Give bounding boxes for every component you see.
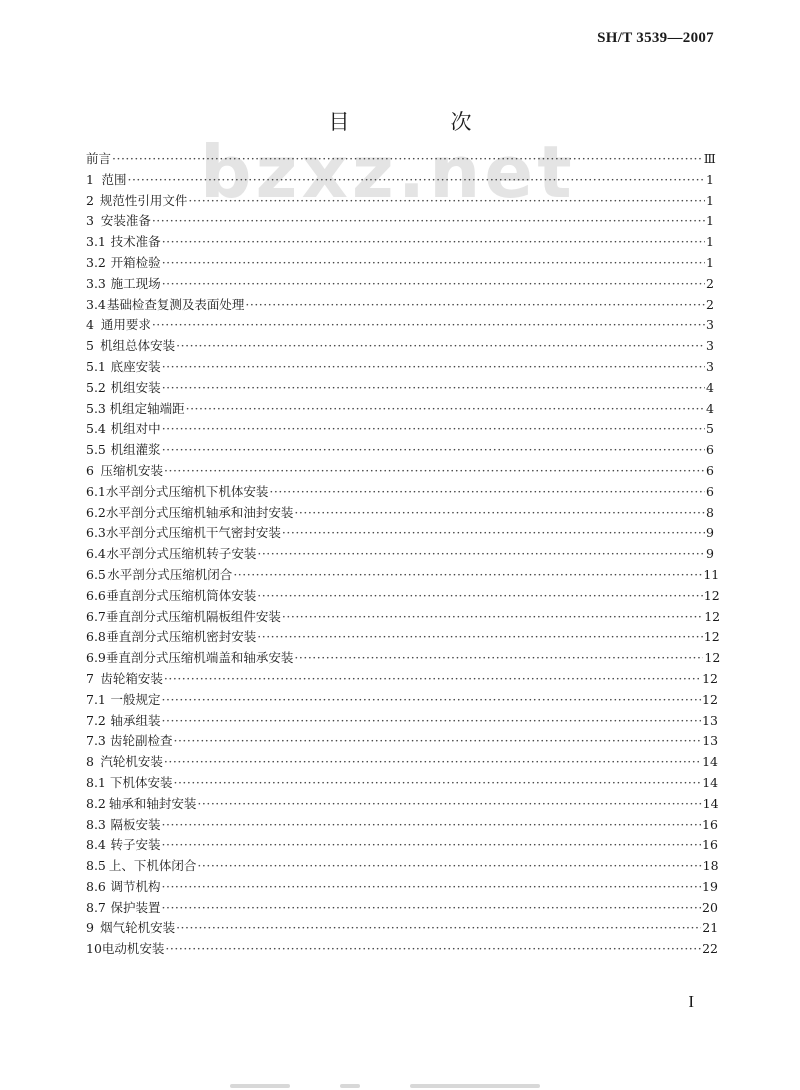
toc-entry-title: 压缩机安装 — [100, 462, 163, 478]
toc-entry — [86, 336, 712, 357]
toc-entry-number: 8.4 — [86, 837, 106, 853]
toc-entry-number: 6.1 — [86, 483, 106, 499]
toc-entry-number: 7.3 — [86, 733, 106, 749]
toc-entry-title: 机组总体安装 — [100, 338, 176, 354]
toc-entry-page: 12 — [704, 650, 721, 666]
toc-entry-title: 安装准备 — [100, 213, 151, 229]
toc-entry — [86, 607, 721, 628]
toc-dot-leader — [269, 482, 705, 503]
toc-entry-title: 水平剖分式压缩机下机体安装 — [105, 483, 269, 499]
toc-entry-page: 6 — [706, 442, 714, 458]
toc-entry-page: 4 — [706, 379, 714, 395]
toc-entry-number: 8.3 — [86, 816, 106, 832]
toc-entry-page: 6 — [706, 483, 714, 499]
toc-entry-page: 13 — [702, 712, 718, 728]
toc-entry-number: 6.5 — [86, 566, 106, 582]
toc-entry-page: 4 — [706, 400, 714, 416]
toc-entry-title: 范围 — [101, 171, 127, 187]
toc-entry-page: 20 — [702, 899, 718, 915]
toc-entry-number: 6.7 — [86, 608, 106, 624]
toc-dot-leader — [112, 149, 703, 170]
toc-entry-page: 12 — [703, 629, 720, 645]
toc-entry-title: 垂直剖分式压缩机筒体安装 — [106, 587, 257, 603]
toc-entry-number: 5.2 — [86, 379, 106, 395]
toc-dot-leader — [282, 523, 705, 544]
toc-entry — [86, 752, 718, 773]
toc-entry-title: 烟气轮机安装 — [100, 920, 176, 936]
toc-entry-title: 齿轮箱安装 — [100, 670, 163, 686]
toc-dot-leader — [162, 815, 702, 836]
toc-entry — [86, 191, 712, 212]
toc-entry-title: 水平剖分式压缩机转子安装 — [106, 546, 257, 562]
toc-entry — [86, 232, 712, 253]
toc-entry-number: 6.9 — [86, 650, 106, 666]
toc-entry — [86, 295, 712, 316]
toc-entry — [86, 731, 719, 752]
toc-entry-number: 10 — [86, 941, 102, 957]
toc-entry-title: 开箱检验 — [110, 254, 161, 270]
toc-entry-number: 5.5 — [86, 442, 106, 458]
toc-entry-number: 1 — [86, 171, 94, 187]
toc-entry-number: 5.1 — [86, 358, 106, 374]
toc-entry-number: 3 — [86, 213, 94, 229]
toc-dot-leader — [294, 503, 705, 524]
toc-entry — [86, 690, 718, 711]
toc-entry — [86, 669, 718, 690]
toc-dot-leader — [127, 170, 705, 191]
toc-entry — [86, 419, 712, 440]
toc-dot-leader — [162, 898, 702, 919]
toc-entry-number: 5 — [86, 338, 94, 354]
toc-entry-title: 调节机构 — [110, 878, 161, 894]
toc-entry — [86, 711, 718, 732]
toc-entry-number: 7 — [86, 670, 94, 686]
toc-entry-title: 垂直剖分式压缩机端盖和轴承安装 — [105, 650, 294, 666]
toc-entry — [86, 918, 719, 939]
toc-entry — [86, 586, 720, 607]
toc-entry-page: 1 — [706, 213, 714, 229]
toc-entry-number: 6.6 — [86, 587, 106, 603]
toc-entry — [86, 523, 712, 544]
toc-entry-number: 8.7 — [86, 899, 106, 915]
toc-dot-leader — [257, 586, 703, 607]
toc-entry-page: 18 — [702, 858, 719, 874]
toc-entry — [86, 794, 719, 815]
toc-entry-number: 6.8 — [86, 629, 106, 645]
toc-dot-leader — [257, 544, 705, 565]
toc-entry-page: 1 — [706, 171, 714, 187]
toc-entry-title: 垂直剖分式压缩机密封安装 — [106, 629, 257, 645]
toc-entry — [86, 565, 720, 586]
toc-entry-number: 7.2 — [86, 712, 106, 728]
toc-entry-number: 8 — [86, 754, 94, 770]
toc-entry — [86, 503, 712, 524]
toc-entry-number: 6.3 — [86, 525, 106, 541]
toc-entry — [86, 149, 716, 170]
toc-dot-leader — [162, 711, 702, 732]
toc-entry-page: Ⅲ — [703, 151, 716, 166]
toc-entry — [86, 773, 719, 794]
toc-entry-title: 技术准备 — [110, 234, 161, 250]
toc-entry-title: 基础检查复测及表面处理 — [106, 296, 245, 312]
toc-dot-leader — [162, 378, 705, 399]
toc-dot-leader — [162, 253, 705, 274]
toc-entry — [86, 315, 712, 336]
toc-entry — [86, 253, 712, 274]
toc-entry-title: 转子安装 — [110, 837, 161, 853]
watermark: bzxz.net — [200, 130, 576, 214]
toc-dot-leader — [164, 669, 701, 690]
toc-entry-page: 1 — [706, 192, 714, 208]
toc-dot-leader — [164, 461, 705, 482]
toc-entry-number: 8.5 — [86, 858, 106, 874]
toc-entry-page: 3 — [706, 358, 714, 374]
toc-entry-page: 12 — [703, 587, 720, 603]
toc-entry-number: 3.1 — [86, 234, 106, 250]
toc-dot-leader — [162, 419, 705, 440]
toc-dot-leader — [173, 731, 701, 752]
toc-dot-leader — [164, 752, 701, 773]
toc-entry-page: 2 — [706, 296, 714, 312]
toc-entry-title: 上、下机体闭合 — [108, 858, 197, 874]
toc-entry — [86, 815, 718, 836]
toc-entry — [86, 211, 712, 232]
toc-entry-page: 6 — [706, 462, 714, 478]
toc-entry-page: 12 — [702, 691, 718, 707]
toc-entry-page: 16 — [702, 816, 718, 832]
toc-dot-leader — [162, 835, 702, 856]
toc-entry-page: 14 — [702, 774, 719, 790]
toc-entry-title: 一般规定 — [110, 691, 161, 707]
toc-entry-title: 底座安装 — [110, 358, 161, 374]
toc-entry-title: 机组对中 — [110, 421, 161, 437]
toc-entry-page: 3 — [706, 338, 714, 354]
toc-entry-title: 垂直剖分式压缩机隔板组件安装 — [105, 608, 281, 624]
toc-entry — [86, 544, 712, 565]
toc-entry-page: 14 — [702, 795, 719, 811]
toc-entry-title: 轴承组装 — [110, 712, 161, 728]
toc-dot-leader — [162, 877, 702, 898]
toc-entry-title: 水平剖分式压缩机干气密封安装 — [105, 525, 281, 541]
toc-entry-title: 规范性引用文件 — [99, 192, 188, 208]
toc-entry-title: 通用要求 — [100, 317, 151, 333]
toc-dot-leader — [176, 918, 701, 939]
toc-entry-number: 8.6 — [86, 878, 106, 894]
toc-entry-number: 9 — [86, 920, 94, 936]
toc-dot-leader — [188, 191, 705, 212]
toc-entry-title: 水平剖分式压缩机闭合 — [107, 566, 233, 582]
toc-dot-leader — [197, 856, 701, 877]
toc-entry-page: 22 — [702, 941, 718, 957]
toc-entry — [86, 835, 718, 856]
toc-entry-page: 14 — [702, 754, 718, 770]
toc-entry-page: 5 — [706, 421, 714, 437]
toc-entry — [86, 898, 718, 919]
toc-entry-page: 8 — [706, 504, 714, 520]
toc-entry — [86, 648, 721, 669]
toc-dot-leader — [162, 690, 702, 711]
toc-entry-title: 机组安装 — [110, 379, 161, 395]
toc-dot-leader — [173, 773, 701, 794]
toc-entry-number: 4 — [86, 317, 94, 333]
toc-entry-page: 13 — [702, 733, 719, 749]
toc-entry-title: 水平剖分式压缩机轴承和油封安装 — [105, 504, 294, 520]
toc-entry-number: 5.3 — [86, 400, 106, 416]
toc-entry — [86, 440, 712, 461]
toc-entry-title: 轴承和轴封安装 — [108, 795, 197, 811]
toc-dot-leader — [245, 295, 705, 316]
toc-entry-number: 3.2 — [86, 254, 106, 270]
toc-entry-title: 施工现场 — [110, 275, 161, 291]
toc-entry-title: 隔板安装 — [110, 816, 161, 832]
toc-entry — [86, 170, 712, 191]
toc-dot-leader — [176, 336, 705, 357]
toc-dot-leader — [152, 211, 705, 232]
toc-entry-number: 5.4 — [86, 421, 106, 437]
standard-code: SH/T 3539—2007 — [597, 30, 714, 46]
toc-dot-leader — [152, 315, 705, 336]
table-of-contents — [86, 149, 721, 960]
toc-entry-page: 12 — [704, 608, 721, 624]
toc-entry-number: 8.2 — [86, 795, 106, 811]
toc-entry-title: 机组定轴端距 — [109, 400, 185, 416]
toc-entry-title: 电动机安装 — [101, 941, 165, 957]
toc-entry — [86, 399, 712, 420]
toc-entry-number: 3.3 — [86, 275, 106, 291]
toc-dot-leader — [257, 627, 703, 648]
toc-entry-title: 前言 — [86, 151, 112, 166]
toc-entry-number: 7.1 — [86, 691, 106, 707]
toc-entry-title: 机组灌浆 — [110, 442, 161, 458]
toc-entry-number: 6 — [86, 462, 94, 478]
toc-entry — [86, 939, 718, 960]
toc-entry — [86, 274, 712, 295]
toc-dot-leader — [282, 607, 703, 628]
toc-entry-number: 3.4 — [86, 296, 106, 312]
toc-entry-title: 保护装置 — [110, 899, 161, 915]
toc-entry-page: 9 — [706, 546, 714, 562]
toc-dot-leader — [162, 440, 705, 461]
toc-entry-page: 2 — [706, 275, 714, 291]
toc-entry-page: 1 — [706, 254, 714, 270]
toc-dot-leader — [233, 565, 702, 586]
toc-entry-title: 下机体安装 — [109, 774, 173, 790]
toc-entry — [86, 357, 712, 378]
toc-dot-leader — [197, 794, 701, 815]
footer-smudge — [230, 1080, 580, 1090]
toc-dot-leader — [162, 232, 705, 253]
toc-entry-page: 11 — [703, 566, 720, 582]
toc-entry-number: 6.4 — [86, 546, 106, 562]
toc-dot-leader — [186, 399, 705, 420]
toc-entry-number: 6.2 — [86, 504, 106, 520]
toc-entry-page: 12 — [702, 670, 718, 686]
toc-entry — [86, 378, 712, 399]
toc-entry-number: 2 — [86, 192, 94, 208]
toc-entry — [86, 461, 712, 482]
toc-entry-title: 汽轮机安装 — [100, 754, 163, 770]
toc-entry-page: 16 — [702, 837, 718, 853]
toc-dot-leader — [294, 648, 703, 669]
toc-entry — [86, 627, 720, 648]
toc-dot-leader — [162, 274, 705, 295]
toc-entry — [86, 877, 718, 898]
toc-entry-page: 19 — [702, 878, 718, 894]
toc-entry-page: 9 — [706, 525, 714, 541]
toc-entry-title: 齿轮副检查 — [109, 733, 173, 749]
toc-entry-page: 3 — [706, 317, 714, 333]
toc-dot-leader — [162, 357, 705, 378]
toc-entry — [86, 856, 719, 877]
toc-dot-leader — [165, 939, 701, 960]
toc-entry-number: 8.1 — [86, 774, 106, 790]
toc-entry-page: 21 — [702, 920, 719, 936]
toc-entry — [86, 482, 712, 503]
toc-entry-page: 1 — [706, 234, 714, 250]
page-title: 目 次 — [328, 110, 512, 134]
page-number: I — [688, 992, 694, 1011]
